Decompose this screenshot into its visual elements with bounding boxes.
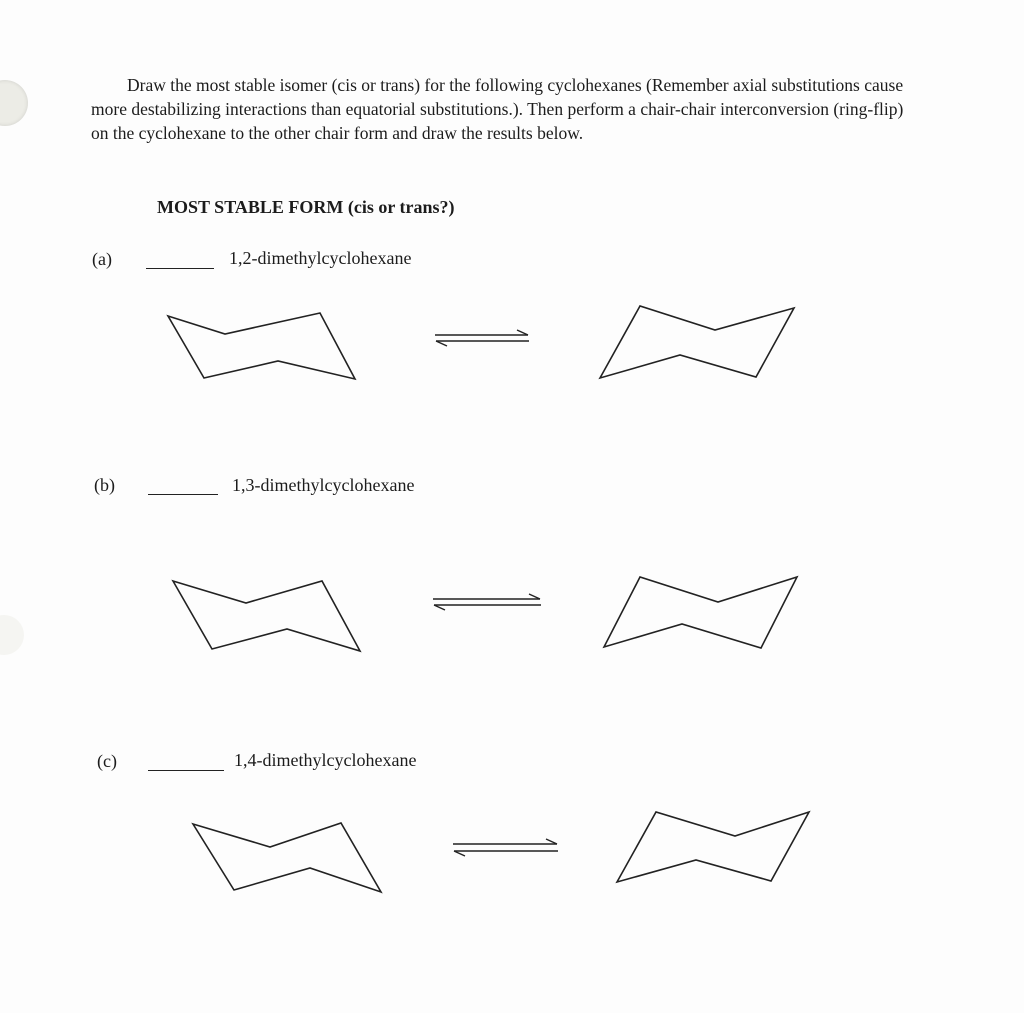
instructions-text: Draw the most stable isomer (cis or trans) for the following cyclohexanes (Remember axial substitutions cause more destabilizing interactions than equatorial substitutions.). Then perform a chair-chair interconversion (ring-flip) on the cyclohexane to the other chair form and draw the results below. [91, 75, 904, 143]
cyclohexane-chair-icon[interactable] [168, 313, 355, 379]
equilibrium-arrows-icon [433, 594, 541, 610]
cyclohexane-chair-icon[interactable] [173, 581, 360, 651]
problem-label-c: (c) [97, 751, 117, 771]
cyclohexane-chair-icon[interactable] [193, 823, 381, 892]
problem-label-a: (a) [92, 249, 112, 269]
cyclohexane-chair-icon[interactable] [600, 306, 794, 378]
column-heading: MOST STABLE FORM (cis or trans?) [157, 197, 455, 217]
equilibrium-arrows-icon [435, 330, 529, 346]
cyclohexane-chair-icon[interactable] [604, 577, 797, 648]
equilibrium-arrows-icon [453, 839, 558, 856]
problem-label-b: (b) [94, 475, 115, 495]
compound-name-c: 1,4-dimethylcyclohexane [234, 750, 417, 770]
compound-name-a: 1,2-dimethylcyclohexane [229, 248, 412, 268]
cyclohexane-chair-icon[interactable] [617, 812, 809, 882]
compound-name-b: 1,3-dimethylcyclohexane [232, 475, 415, 495]
